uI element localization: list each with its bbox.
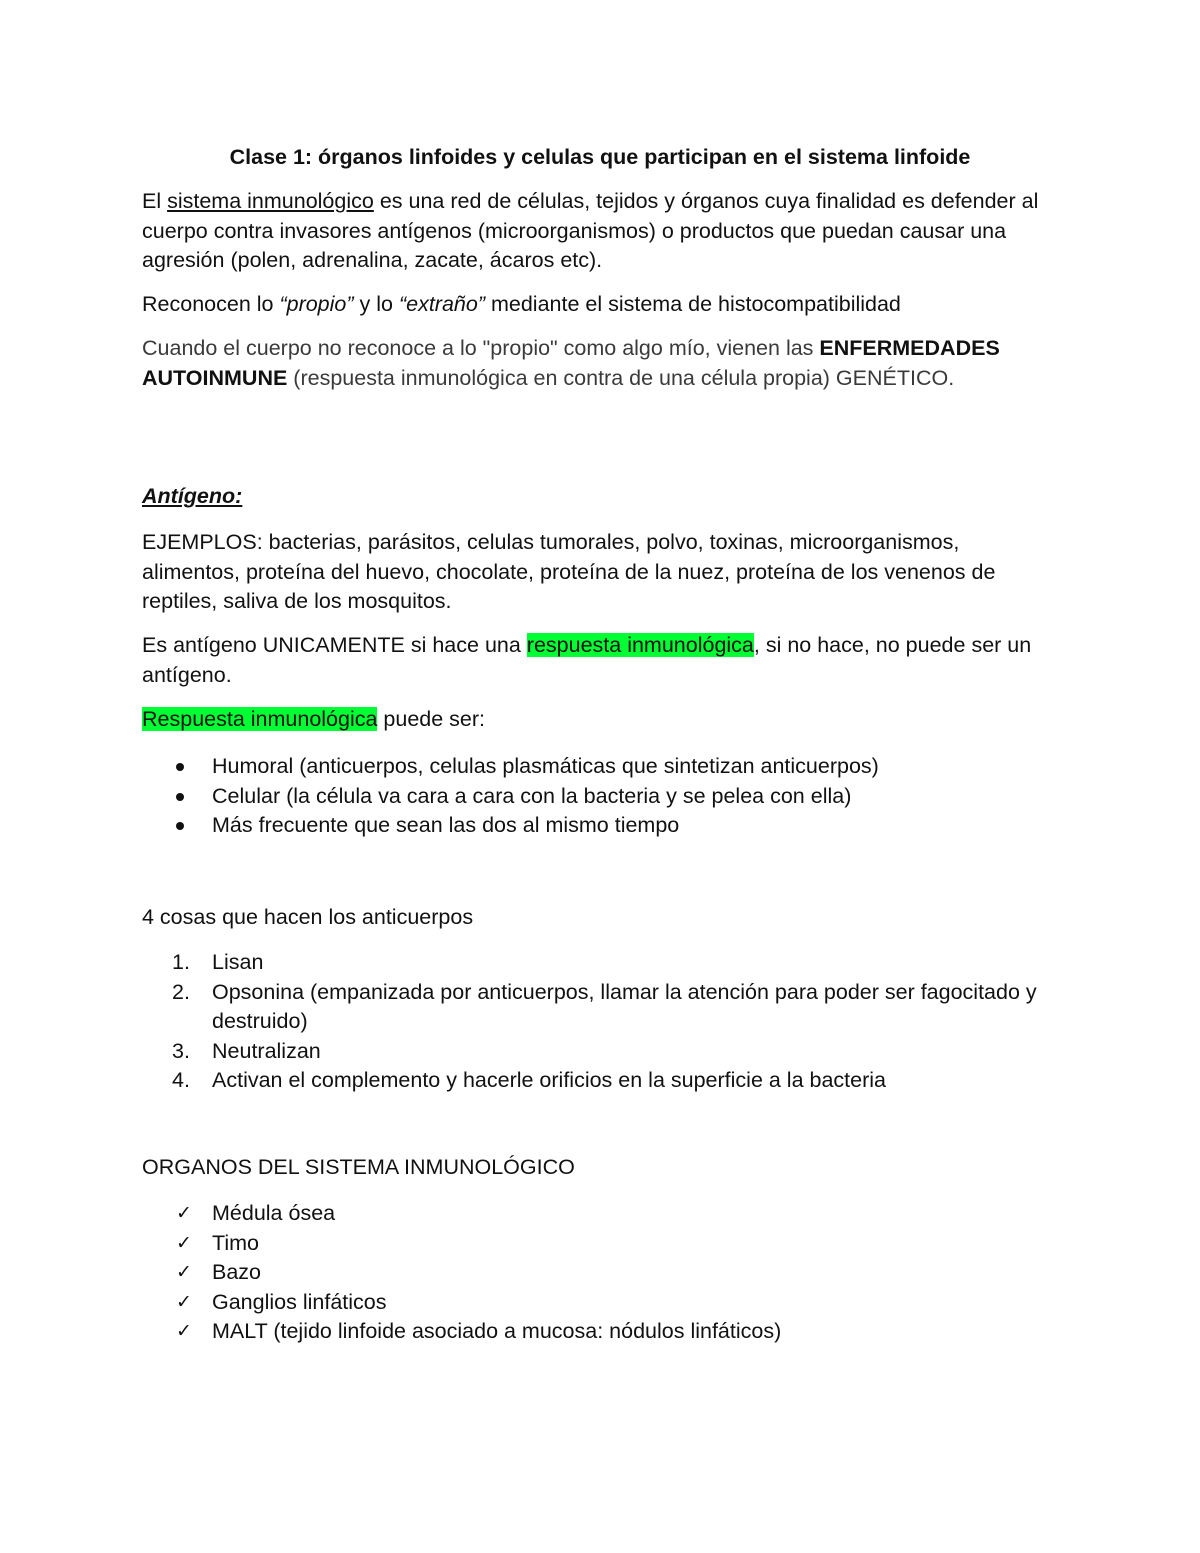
bullet-icon bbox=[176, 793, 184, 801]
organo-text: Médula ósea bbox=[212, 1201, 336, 1225]
list-item-text: Lisan bbox=[212, 950, 264, 974]
bullet-text: Celular (la célula va cara a cara con la bacteria y se pelea con ella) bbox=[212, 783, 852, 808]
respuesta-paragraph bbox=[142, 705, 1062, 735]
organos-check-list bbox=[142, 1199, 1062, 1347]
list-item bbox=[142, 948, 1062, 978]
autoinmune-text-c: (respuesta inmunológica en contra de una célula propia) GENÉTICO. bbox=[287, 365, 955, 390]
respuesta-inmunologica-highlight: Respuesta inmunológica bbox=[142, 707, 378, 731]
enfermedades-autoinmune-term: ENFERMEDADES AUTOINMUNE bbox=[142, 336, 1000, 390]
list-item bbox=[142, 752, 1062, 782]
reconocen-text-c: mediante el sistema de histocompatibilidad bbox=[485, 292, 901, 316]
ejemplos-paragraph: EJEMPLOS: bacterias, parásitos, celulas tumorales, polvo, toxinas, microorganismos, alimentos, proteína del huevo, chocolate, proteína de la nuez, proteína de los venenos de reptiles, saliva de los mosquitos. bbox=[142, 530, 996, 613]
reconocen-text-b: y lo bbox=[353, 292, 399, 316]
bullet-icon bbox=[176, 822, 184, 830]
autoinmune-text-a: Cuando el cuerpo no reconoce a lo "propio" como algo mío, vienen las bbox=[142, 336, 820, 360]
antigeno-heading: Antígeno: bbox=[142, 484, 243, 508]
intro-prefix: El bbox=[142, 189, 168, 213]
intro-paragraph bbox=[142, 187, 1062, 276]
bullet-icon bbox=[176, 763, 184, 771]
list-item bbox=[142, 1037, 1062, 1067]
reconocen-text-a: Reconocen lo bbox=[142, 292, 280, 316]
checkmark-icon: ✓ bbox=[176, 1290, 192, 1313]
organos-heading: ORGANOS DEL SISTEMA INMUNOLÓGICO bbox=[142, 1155, 575, 1179]
sistema-inmunologico-term: sistema inmunológico bbox=[167, 189, 374, 213]
list-item bbox=[142, 1258, 1062, 1288]
list-item bbox=[142, 978, 1062, 1037]
list-number: 4. bbox=[172, 1068, 190, 1092]
list-item bbox=[142, 811, 1062, 841]
organo-text: MALT (tejido linfoide asociado a mucosa: nódulos linfáticos) bbox=[212, 1319, 782, 1343]
anticuerpos-numbered-list bbox=[142, 948, 1062, 1096]
unicamente-text-c: , si no hace, no puede ser un antígeno. bbox=[142, 633, 1032, 687]
list-item-text: Neutralizan bbox=[212, 1038, 321, 1063]
unicamente-paragraph bbox=[142, 631, 1062, 690]
list-item bbox=[142, 1317, 1062, 1347]
respuesta-bullet-list bbox=[142, 752, 1062, 841]
organo-text: Timo bbox=[212, 1230, 259, 1255]
anticuerpos-heading: 4 cosas que hacen los anticuerpos bbox=[142, 905, 474, 929]
bullet-text: Más frecuente que sean las dos al mismo tiempo bbox=[212, 813, 680, 837]
reconocen-paragraph bbox=[142, 290, 1062, 320]
list-item bbox=[142, 782, 1062, 812]
organo-text: Bazo bbox=[212, 1260, 262, 1284]
list-number: 2. bbox=[172, 979, 190, 1004]
list-item-text: Opsonina (empanizada por anticuerpos, llamar la atención para poder ser fagocitado y destruido) bbox=[212, 979, 1037, 1033]
checkmark-icon: ✓ bbox=[176, 1320, 192, 1342]
propio-term: “propio” bbox=[279, 292, 354, 316]
intro-rest: es una red de células, tejidos y órganos cuya finalidad es defender al cuerpo contra invasores antígenos (microorganismos) o productos que puedan causar una agresión (polen, adrenalina, zacate, ácaros etc). bbox=[142, 189, 1039, 272]
list-number: 1. bbox=[172, 950, 190, 974]
checkmark-icon: ✓ bbox=[176, 1231, 192, 1254]
respuesta-highlight: respuesta inmunológica bbox=[526, 633, 754, 657]
bullet-text: Humoral (anticuerpos, celulas plasmáticas que sintetizan anticuerpos) bbox=[212, 754, 879, 778]
respuesta-text: puede ser: bbox=[377, 707, 486, 731]
list-item bbox=[142, 1229, 1062, 1259]
unicamente-text-a: Es antígeno UNICAMENTE si hace una bbox=[142, 633, 527, 657]
list-item bbox=[142, 1199, 1062, 1229]
autoinmune-paragraph bbox=[142, 334, 1062, 393]
checkmark-icon: ✓ bbox=[176, 1261, 192, 1283]
document-title: Clase 1: órganos linfoides y celulas que participan en el sistema linfoide bbox=[229, 145, 971, 169]
list-item bbox=[142, 1066, 1062, 1096]
extrano-term: “extraño” bbox=[398, 292, 485, 316]
checkmark-icon: ✓ bbox=[176, 1202, 192, 1224]
list-number: 3. bbox=[172, 1038, 190, 1063]
organo-text: Ganglios linfáticos bbox=[212, 1289, 387, 1314]
list-item bbox=[142, 1288, 1062, 1318]
list-item-text: Activan el complemento y hacerle orificios en la superficie a la bacteria bbox=[212, 1068, 886, 1092]
